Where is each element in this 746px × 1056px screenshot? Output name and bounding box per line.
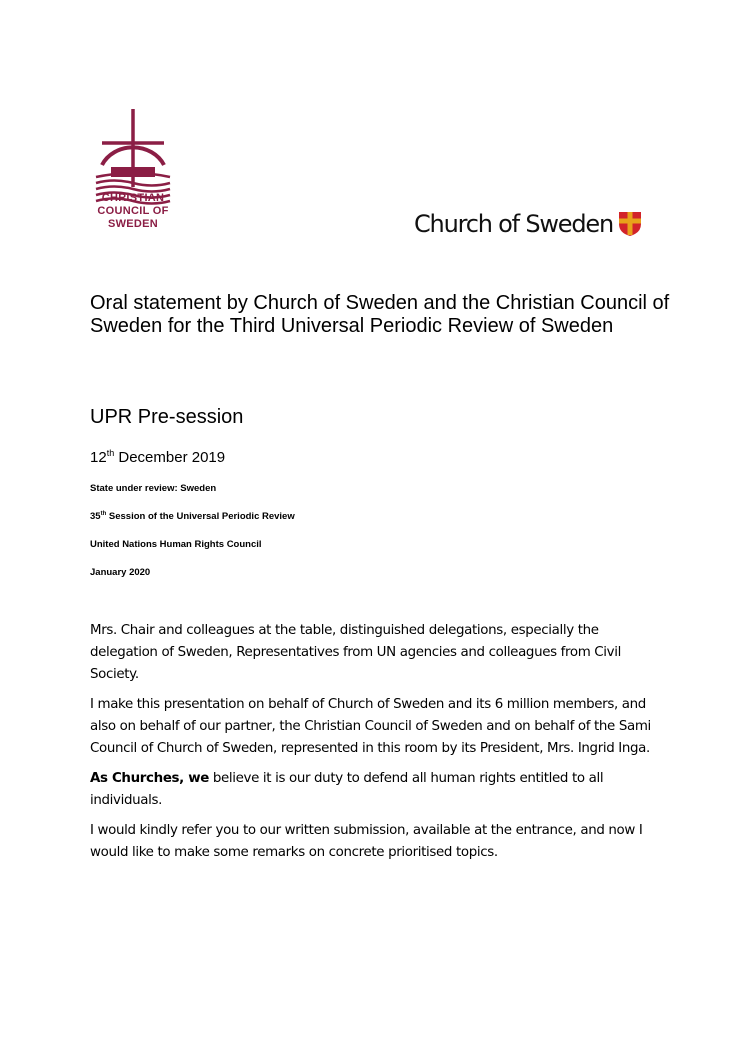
paragraph: I make this presentation on behalf of Church of Sweden and its 6 million members, and also on behalf of our partner, the Christian Council of Sweden and on behalf of the Sami Council of Church of Sweden, represented in this room by its President, Mrs. Ingrid Inga. (90, 697, 651, 756)
logo-line: COUNCIL OF (97, 205, 169, 217)
paragraph: I would kindly refer you to our written submission, available at the entrance, and now I would like to make some remarks on concrete prioritised topics. (90, 823, 643, 860)
session-suffix: th (100, 511, 107, 517)
date-rest: December 2019 (114, 449, 226, 466)
church-of-sweden-logo (414, 208, 642, 240)
council-name: United Nations Human Rights Council (90, 539, 262, 550)
paragraph: Mrs. Chair and colleagues at the table, distinguished delegations, especially the delegation of Sweden, Representatives from UN agencies and colleagues from Civil Society. (90, 623, 621, 682)
logo-line: SWEDEN (107, 218, 159, 230)
session-number: 35 (90, 511, 101, 523)
church-of-sweden-cross-icon (618, 211, 642, 237)
session-line (90, 511, 295, 522)
paragraph-rest: believe it is our duty to defend all human rights entitled to all individuals. (90, 771, 604, 808)
document-subtitle: UPR Pre-session (90, 406, 244, 428)
logo-line: CHRISTIAN (101, 192, 165, 204)
statement-body (90, 620, 670, 872)
church-of-sweden-wordmark: Church of Sweden (414, 210, 613, 238)
state-under-review: State under review: Sweden (90, 483, 217, 494)
christian-council-logo-text (70, 192, 196, 231)
date-suffix: th (106, 448, 115, 458)
document-date (90, 448, 225, 466)
paragraph-bold-lead: As Churches, we (90, 771, 209, 786)
statement-month: January 2020 (90, 567, 151, 578)
document-title: Oral statement by Church of Sweden and the Christian Council of Sweden for the Third Universal Periodic Review of Sweden (90, 292, 670, 337)
date-day: 12 (90, 449, 107, 466)
session-text: Session of the Universal Periodic Review (106, 511, 295, 523)
paragraph (90, 768, 670, 812)
